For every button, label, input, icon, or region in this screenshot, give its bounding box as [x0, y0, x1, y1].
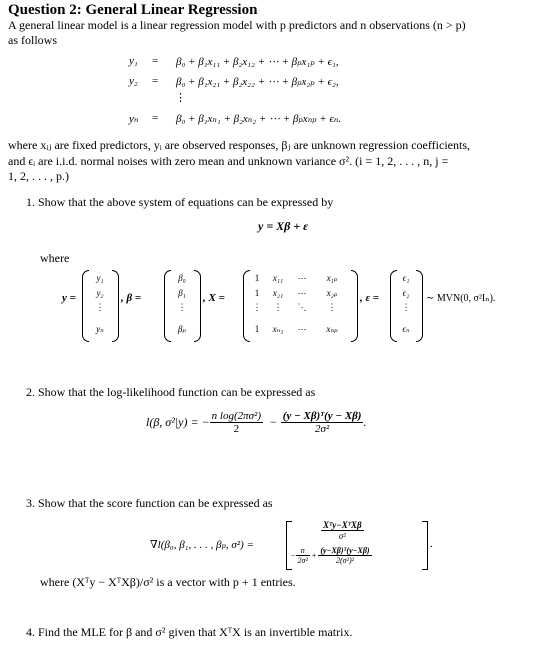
part2-label: 2. Show that the log-likelihood function can be expressed as — [26, 385, 316, 399]
part4-label: 4. Find the MLE for β and σ² given that XᵀX is an invertible matrix. — [26, 625, 353, 639]
where-line-2: and ϵᵢ are i.i.d. normal noises with zero mean and unknown variance σ². (i = 1, 2, . . . , n, j = — [8, 154, 449, 168]
x-r2-c1: 1 — [254, 288, 260, 298]
x-matrix-lhs: , X = — [203, 292, 225, 304]
loglik-minus: − — [270, 415, 277, 429]
eps-vector-lhs: , ε = — [360, 292, 380, 304]
score-bottom-a-den: 2σ² — [297, 556, 308, 565]
x-r1-c3: ⋯ — [297, 273, 307, 283]
eq-row-1-rel: = — [152, 55, 159, 67]
loglik-frac-1-num: n log(2πσ²) — [211, 410, 262, 422]
eq-row-1-lhs: y₁ — [129, 55, 138, 67]
eq-row-n-rel: = — [152, 112, 159, 124]
x-r4-c3: ⋯ — [297, 324, 307, 334]
beta-entry-1: β₁ — [178, 288, 186, 298]
eps-right-paren — [416, 270, 423, 342]
x-r1-c1: 1 — [254, 273, 260, 283]
y-vector-lhs: y = — [62, 292, 76, 304]
eps-entry-1: ϵ₁ — [402, 273, 410, 283]
part3-note: where (Xᵀy − XᵀXβ)/σ² is a vector with p + 1 entries. — [40, 575, 296, 589]
score-top-entry — [321, 520, 364, 541]
beta-entry-p: βₚ — [177, 324, 187, 334]
score-lhs: ∇l(β₀, β₁, . . . , βₚ, σ²) = — [150, 539, 254, 551]
score-top-num: Xᵀy−XᵀXβ — [323, 520, 362, 530]
y-entry-n: yₙ — [96, 324, 104, 334]
x-r3-c4: ⋮ — [327, 302, 337, 312]
y-right-paren — [112, 270, 119, 342]
where-line-1: where xᵢⱼ are fixed predictors, yᵢ are observed responses, βⱼ are unknown regression coefficients, — [8, 138, 470, 152]
y-entry-1: y₁ — [96, 273, 104, 283]
part3-label: 3. Show that the score function can be expressed as — [26, 496, 273, 510]
part1-equation: y = Xβ + ε — [258, 219, 309, 233]
x-r1-c4: x₁ₚ — [326, 273, 338, 283]
score-bottom-plus: + — [311, 551, 317, 560]
eq-vdots: ⋮ — [175, 92, 186, 104]
eq-row-n-rhs: β₀ + β₁xₙ₁ + β₂xₙ₂ + ⋯ + βₚxₙₚ + ϵₙ. — [176, 113, 342, 125]
intro-line-1: A general linear model is a linear regression model with p predictors and n observations (n > p) — [8, 18, 466, 32]
loglik-frac-2 — [281, 410, 367, 435]
eq-row-2-lhs: y₂ — [129, 75, 138, 87]
x-right-paren — [351, 270, 358, 342]
where-line-3: 1, 2, . . . , p.) — [8, 169, 69, 183]
y-entry-2: y₂ — [96, 288, 104, 298]
score-bottom-a-num: n — [296, 546, 310, 556]
distribution-text: ∼ MVN(0, σ²Iₙ). — [426, 293, 496, 304]
score-bottom-b-num: (y−Xβ)ᵀ(y−Xβ) — [320, 546, 370, 555]
score-end: . — [430, 538, 433, 550]
y-entry-dots: ⋮ — [95, 302, 105, 312]
beta-right-paren — [194, 270, 201, 342]
x-r2-c4: x₂ₚ — [326, 288, 338, 298]
loglik-lhs: l(β, σ²|y) = − — [146, 415, 210, 429]
x-r4-c1: 1 — [254, 324, 260, 334]
loglik-frac-2-num: (y − Xβ)ᵀ(y − Xβ) — [282, 410, 362, 422]
eq-row-n-lhs: yₙ — [129, 113, 139, 125]
eps-entry-n: ϵₙ — [402, 324, 410, 334]
x-r2-c3: ⋯ — [297, 288, 307, 298]
x-r3-c2: ⋮ — [273, 302, 283, 312]
score-right-bracket — [422, 521, 428, 570]
loglik-frac-2-den: 2σ² — [315, 423, 330, 435]
score-bottom-entry — [291, 546, 372, 565]
beta-entry-dots: ⋮ — [177, 302, 187, 312]
eq-row-1-rhs: β₀ + β₁x₁₁ + β₂x₁₂ + ⋯ + βₚx₁ₚ + ϵ₁, — [176, 56, 339, 68]
score-bottom-b-den: 2(σ²)² — [335, 556, 355, 565]
eq-row-2-rel: = — [152, 75, 159, 87]
x-r2-c2: x₂₁ — [272, 288, 284, 298]
loglik-frac-1-den: 2 — [233, 423, 240, 435]
loglik-end: . — [363, 415, 367, 429]
eps-entry-dots: ⋮ — [401, 302, 411, 312]
x-left-paren — [243, 270, 250, 342]
log-likelihood-equation — [146, 410, 366, 435]
x-r4-c4: xₙₚ — [326, 324, 338, 334]
x-r4-c2: xₙ₁ — [272, 324, 284, 334]
x-r3-c3: ⋱ — [297, 302, 307, 312]
x-r1-c2: x₁₁ — [272, 273, 284, 283]
part1-label: 1. Show that the above system of equations can be expressed by — [26, 195, 334, 209]
loglik-frac-1 — [210, 410, 263, 435]
part1-where: where — [40, 251, 70, 265]
beta-entry-0: β₀ — [178, 273, 186, 283]
question-title: Question 2: General Linear Regression — [8, 2, 258, 18]
score-top-den: σ² — [338, 531, 346, 541]
beta-vector-lhs: , β = — [121, 292, 142, 304]
x-r3-c1: ⋮ — [252, 302, 262, 312]
eq-row-2-rhs: β₀ + β₁x₂₁ + β₂x₂₂ + ⋯ + βₚx₂ₚ + ϵ₂, — [176, 76, 339, 88]
intro-line-2: as follows — [8, 33, 57, 47]
eps-entry-2: ϵ₂ — [402, 288, 410, 298]
score-bottom-minus: − — [291, 551, 296, 560]
